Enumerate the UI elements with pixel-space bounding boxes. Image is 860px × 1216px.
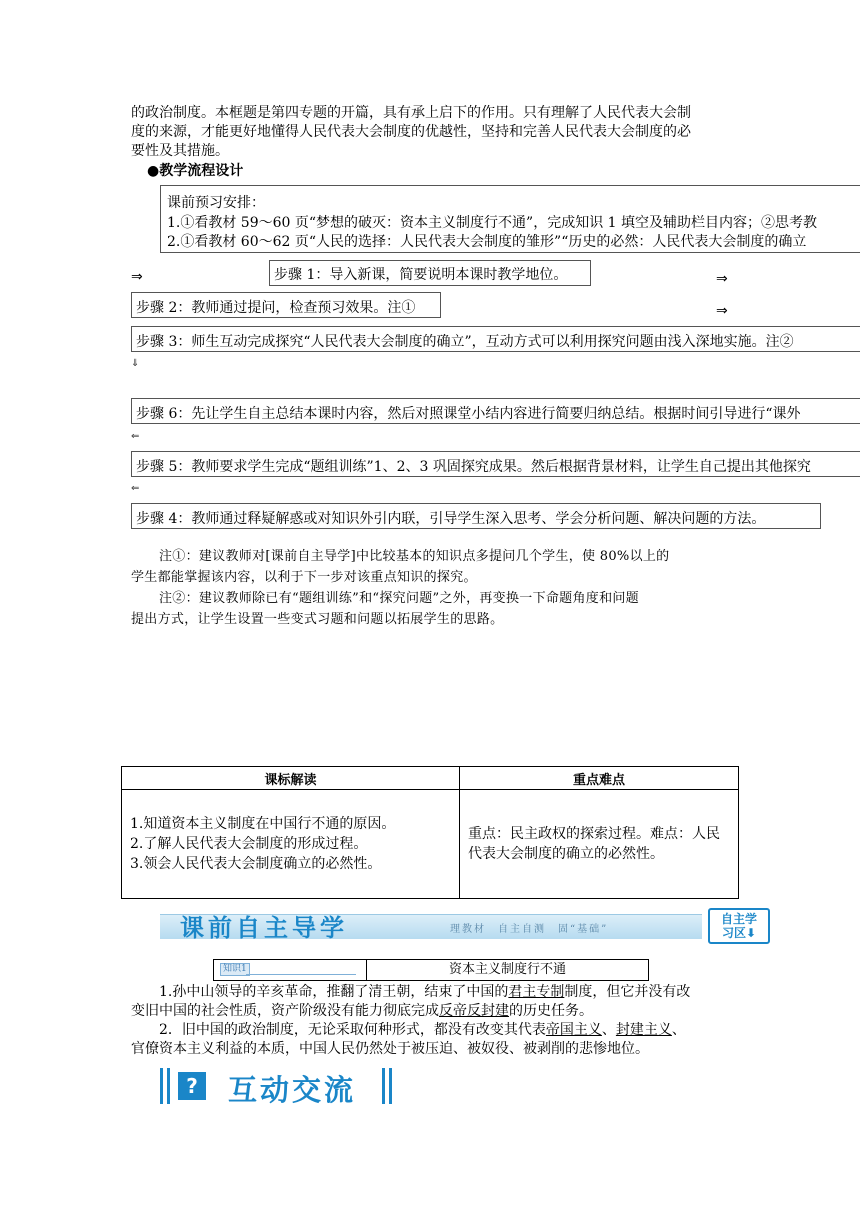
heading-bar-right-1: [382, 1068, 385, 1104]
step-3-box: [131, 326, 860, 352]
tag-underline: [246, 974, 356, 975]
k-p2-answer-1: 帝国主义: [545, 1022, 602, 1038]
k-p2-text-b: 、: [671, 1022, 686, 1038]
k-p2-line-2: 官僚资本主义利益的本质，中国人民仍然处于被压迫、被奴役、被剥削的悲惨地位。: [131, 1041, 649, 1057]
knowledge-tag-cell: [214, 960, 367, 980]
arrow-right-3: ⇒: [716, 303, 728, 319]
step-2-box: [131, 292, 441, 318]
k-p2-line-1: [131, 1021, 731, 1040]
self-study-banner: [160, 908, 768, 942]
preview-line-1: 1.①看教材 59～60 页“梦想的破灭：资本主义制度行不通”，完成知识 1 填空及辅助栏目内容；②思考教: [167, 215, 818, 231]
k-p1-answer-1: 君主专制: [508, 984, 565, 1000]
knowledge-title: 资本主义制度行不通: [448, 962, 566, 977]
intro-line-2: 度的来源，才能更好地懂得人民代表大会制度的优越性，坚持和完善人民代表大会制度的必: [131, 124, 691, 140]
section-title: 互动交流: [228, 1073, 357, 1107]
knowledge-point-header: [213, 959, 649, 981]
preview-title: 课前预习安排：: [167, 195, 265, 211]
banner-title: 课前自主导学: [180, 913, 348, 942]
arrow-left-2: ⇐: [131, 483, 140, 494]
k-p1-line-2: [131, 1002, 731, 1021]
step-5-text: 步骤 5：教师要求学生完成“题组训练”1、2、3 巩固探究成果。然后根据背景材料，让学生自己提出其他探究: [136, 459, 811, 475]
note-1-line-a: 注①：建议教师对[课前自主导学]中比较基本的知识点多提问几个学生，使 80%以上的: [159, 549, 670, 564]
notes-block: [131, 546, 731, 630]
col-header-keypoints: 重点难点: [460, 767, 739, 790]
intro-line-1: 的政治制度。本框题是第四专题的开篇，具有承上启下的作用。只有理解了人民代表大会制: [131, 105, 691, 121]
banner-subtitle: 理教材 自主自测 固“基础”: [450, 924, 609, 935]
question-icon: ?: [178, 1072, 206, 1100]
arrow-right-1: ⇒: [131, 269, 143, 285]
intro-paragraph: [131, 104, 731, 161]
step-4-box: [131, 503, 821, 529]
arrow-right-2: ⇒: [716, 271, 728, 287]
standards-item-3: 3.领会人民代表大会制度确立的必然性。: [130, 856, 382, 872]
step-5-box: [131, 451, 860, 477]
k-p2-answer-2: 封建主义: [615, 1022, 672, 1038]
col-header-standards: 课标解读: [122, 767, 460, 790]
k-p1-line-1: [131, 983, 731, 1002]
arrow-down: ⇓: [131, 358, 140, 369]
arrow-left-1: ⇐: [131, 431, 140, 442]
badge-line-1: 自主学: [720, 912, 757, 926]
k-p2-text-a: 2．旧中国的政治制度，无论采取何种形式，都没有改变其代表: [159, 1022, 546, 1038]
standards-item-1: 1.知道资本主义制度在中国行不通的原因。: [130, 816, 396, 832]
flow-heading: ●教学流程设计: [147, 163, 244, 179]
standards-cell: [122, 790, 460, 899]
note-2-line-a: 注②：建议教师除已有“题组训练”和“探究问题”之外，再变换一下命题角度和问题: [159, 591, 639, 606]
step-3-text: 步骤 3：师生互动完成探究“人民代表大会制度的确立”，互动方式可以利用探究问题由浅入深地实施。注②: [136, 334, 794, 350]
intro-line-3: 要性及其措施。: [131, 143, 229, 159]
step-4-text: 步骤 4：教师通过释疑解惑或对知识外引内联，引导学生深入思考、学会分析问题、解决问题的方法。: [136, 511, 766, 527]
standards-table: [121, 766, 739, 899]
heading-bar-left-1: [160, 1068, 163, 1104]
self-study-badge: [708, 908, 770, 944]
badge-line-2: 习区⬇: [721, 926, 757, 940]
preview-line-2: 2.①看教材 60～62 页“人民的选择：人民代表大会制度的雏形”“历史的必然：人民代表大会制度的确立: [167, 234, 807, 250]
knowledge-paragraphs: [131, 983, 731, 1059]
k-p1-text-a: 1.孙中山领导的辛亥革命，推翻了清王朝，结束了中国的: [159, 984, 509, 1000]
k-p1-text-d: 的历史任务。: [509, 1003, 593, 1019]
step-6-text: 步骤 6：先让学生自主总结本课时内容，然后对照课堂小结内容进行简要归纳总结。根据时间引导进行“课外: [136, 406, 801, 422]
standards-item-2: 2.了解人民代表大会制度的形成过程。: [130, 836, 368, 852]
keypoints-cell: 重点：民主政权的探索过程。难点：人民代表大会制度的确立的必然性。: [460, 790, 739, 899]
heading-bar-right-2: [389, 1068, 392, 1104]
k-p1-answer-2: 反帝反封建: [439, 1003, 509, 1019]
k-p1-text-b: 制度，但它并没有改: [564, 984, 691, 1000]
knowledge-tag: 知识1: [220, 963, 250, 976]
k-p2-sep: 、: [601, 1022, 616, 1038]
step-2-text: 步骤 2：教师通过提问，检查预习效果。注①: [136, 300, 416, 316]
k-p1-text-c: 变旧中国的社会性质，资产阶级没有能力彻底完成: [131, 1003, 439, 1019]
note-1-line-b: 学生都能掌握该内容，以利于下一步对该重点知识的探究。: [131, 570, 477, 585]
step-1-box: [269, 260, 591, 286]
step-1-text: 步骤 1：导入新课，简要说明本课时教学地位。: [274, 267, 568, 283]
note-2-line-b: 提出方式，让学生设置一些变式习题和问题以拓展学生的思路。: [131, 612, 504, 627]
heading-bar-left-2: [167, 1068, 170, 1104]
step-6-box: [131, 398, 860, 424]
preview-box: [160, 185, 860, 253]
